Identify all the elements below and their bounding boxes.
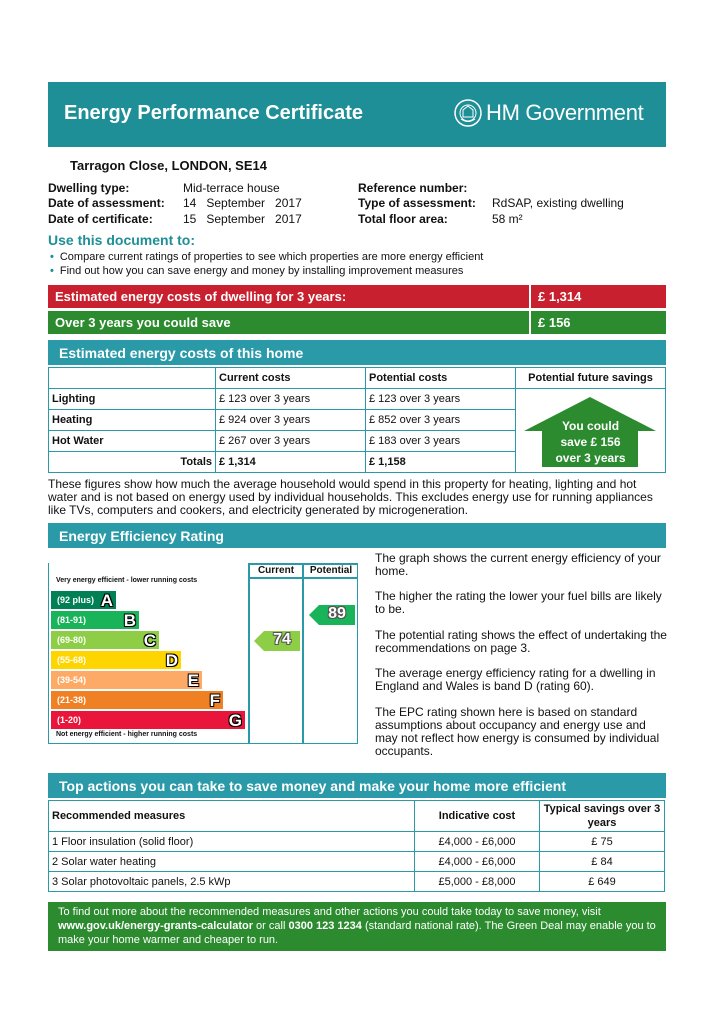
- rating-paragraph: The graph shows the current energy efficiency of your home.: [375, 551, 661, 578]
- rating-paragraph: The EPC rating shown here is based on standard assumptions about occupancy and energy use and may not reflect how energy is consumed by individual occupants.: [375, 705, 660, 758]
- rating-band-e: (39-54) E: [51, 671, 202, 689]
- rating-band-c: (69-80) C: [51, 631, 159, 649]
- reference-label: Reference number:: [358, 181, 468, 195]
- costs-note: These figures show how much the average household would spend in this property for heating, lighting and hot water and is not based on energy used by individual households. This excludes energy use for running appliances like TVs, computers and cookers, and electricity generated by microgeneration.: [48, 477, 653, 517]
- rating-paragraph: The potential rating shows the effect of undertaking the recommendations on page 3.: [375, 628, 667, 655]
- potential-rating-value: 89: [328, 605, 346, 622]
- table-header-row: Recommended measures Indicative cost Typical savings over 3 years: [49, 801, 665, 832]
- savings-house-cell: [516, 389, 666, 473]
- property-address: Tarragon Close, LONDON, SE14: [70, 158, 267, 173]
- rating-band-d: (55-68) D: [51, 651, 181, 669]
- page-title: Energy Performance Certificate: [64, 102, 364, 124]
- floor-area-label: Total floor area:: [358, 212, 448, 226]
- savings-value: £ 156: [529, 311, 666, 334]
- use-document-heading: Use this document to:: [48, 232, 196, 248]
- assessment-type-value: RdSAP, existing dwelling: [492, 196, 624, 210]
- top-note: Very energy efficient - lower running costs: [56, 577, 198, 584]
- gov-logo-text: HM Government: [486, 100, 644, 125]
- dwelling-type-label: Dwelling type:: [48, 181, 130, 195]
- estimated-costs-label: Estimated energy costs of dwelling for 3 years:: [55, 289, 347, 304]
- actions-section-header: Top actions you can take to save money and make your home more efficient: [48, 773, 666, 798]
- footer-info: To find out more about the recommended measures and other actions you could take today to save money, visit www.gov.uk/energy-grants-calculator or call 0300 123 1234 (standard national rate). The Green Deal may enable you to make your home warmer and cheaper to run.: [48, 902, 666, 951]
- current-rating-value: 74: [273, 631, 291, 648]
- footer-link[interactable]: www.gov.uk/energy-grants-calculator: [58, 920, 253, 932]
- date-assessment-label: Date of assessment:: [48, 196, 165, 210]
- table-header-row: Current costs Potential costs Potential future savings: [49, 368, 666, 389]
- table-row: Hot Water £ 267 over 3 years £ 183 over 3 years: [49, 431, 666, 452]
- table-row: Heating £ 924 over 3 years £ 852 over 3 years: [49, 410, 666, 431]
- table-row: 2 Solar water heating £4,000 - £6,000 £ 84: [49, 852, 665, 872]
- rating-band-f: (21-38) F: [51, 691, 223, 709]
- list-item: • Find out how you can save energy and money by installing improvement measures: [50, 265, 464, 277]
- rating-paragraph: The average energy efficiency rating for a dwelling in England and Wales is band D (rating 60).: [375, 666, 656, 693]
- table-row: Totals £ 1,314 £ 1,158: [49, 452, 666, 473]
- rating-band-a: (92 plus) A: [51, 591, 116, 609]
- royal-crest-icon: [453, 98, 483, 128]
- estimated-costs-value: £ 1,314: [529, 285, 666, 308]
- actions-table: [48, 800, 665, 892]
- date-assessment-value: 14 September 2017: [183, 196, 302, 210]
- rating-band-b: (81-91) B: [51, 611, 139, 629]
- savings-house-text: You could save £ 156 over 3 years: [555, 419, 626, 465]
- assessment-type-label: Type of assessment:: [358, 196, 476, 210]
- list-item: • Compare current ratings of properties to see which properties are more energy efficient: [50, 251, 484, 263]
- floor-area-value: 58 m²: [492, 212, 523, 226]
- table-row: Lighting £ 123 over 3 years £ 123 over 3 years You could save £ 156 over 3 years: [49, 389, 666, 410]
- col-current-label: Current: [257, 565, 295, 576]
- table-row: 1 Floor insulation (solid floor) £4,000 - £6,000 £ 75: [49, 832, 665, 852]
- table-row: 3 Solar photovoltaic panels, 2.5 kWp £5,000 - £8,000 £ 649: [49, 872, 665, 892]
- bottom-note: Not energy efficient - higher running costs: [56, 731, 198, 738]
- rating-paragraph: The higher the rating the lower your fuel bills are likely to be.: [375, 589, 662, 616]
- costs-table: [48, 367, 666, 473]
- certificate-header: [48, 82, 666, 147]
- savings-bar: [48, 311, 666, 334]
- savings-label: Over 3 years you could save: [55, 315, 231, 330]
- rating-band-g: (1-20) G: [51, 711, 245, 729]
- date-certificate-label: Date of certificate:: [48, 212, 153, 226]
- estimated-costs-bar: [48, 285, 666, 308]
- footer-phone: 0300 123 1234: [288, 920, 362, 932]
- date-certificate-value: 15 September 2017: [183, 212, 302, 226]
- costs-section-header: Estimated energy costs of this home: [48, 340, 666, 365]
- dwelling-type-value: Mid-terrace house: [183, 181, 280, 195]
- col-potential-label: Potential: [309, 565, 353, 576]
- rating-section-header: Energy Efficiency Rating: [48, 523, 666, 548]
- rating-chart: [48, 563, 358, 745]
